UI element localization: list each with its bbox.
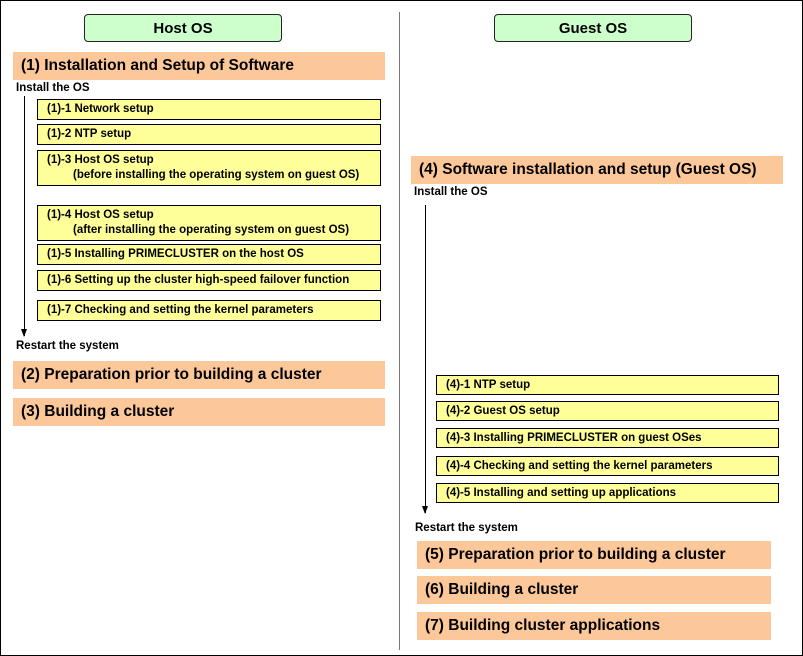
step-1-7-label: (1)-7 Checking and setting the kernel parameters [47,304,314,316]
step-1-7 [37,300,381,321]
step-4-4-label: (4)-4 Checking and setting the kernel parameters [446,459,713,472]
step-4-1-label: (4)-1 NTP setup [446,378,531,391]
step-1-6-label: (1)-6 Setting up the cluster high-speed failover function [47,274,350,286]
step-4-4 [436,456,779,476]
step-1-4 [37,205,381,241]
step-1-1 [37,99,381,120]
guest-os-header: Guest OS [494,14,692,42]
step-4-1 [436,375,779,395]
step-4-3-label: (4)-3 Installing PRIMECLUSTER on guest OSes [446,431,702,444]
step-4-5 [436,483,779,503]
guest-restart-label: Restart the system [415,522,518,534]
host-flow-arrow [24,96,25,336]
step-1-3-label: (1)-3 Host OS setup [47,154,154,166]
step-1-6 [37,270,381,291]
step-4-3 [436,428,779,448]
column-divider [399,12,400,650]
step-1-3 [37,150,381,186]
host-restart-label: Restart the system [16,340,119,352]
guest-install-os-label: Install the OS [414,186,488,198]
phase-2-preparation: (2) Preparation prior to building a cluster [13,361,385,389]
step-1-4-sublabel: (after installing the operating system on guest OS) [73,224,350,236]
phase-7-cluster-applications: (7) Building cluster applications [417,612,771,640]
step-1-2 [37,124,381,145]
step-4-2-label: (4)-2 Guest OS setup [446,404,560,417]
phase-6-building-cluster: (6) Building a cluster [417,576,771,604]
step-1-5-label: (1)-5 Installing PRIMECLUSTER on the host OS [47,248,304,260]
host-os-header: Host OS [84,14,282,42]
step-4-5-label: (4)-5 Installing and setting up applications [446,486,677,499]
step-1-3-sublabel: (before installing the operating system on guest OS) [73,169,360,181]
phase-4-guest-software: (4) Software installation and setup (Guest OS) [411,156,783,184]
host-install-os-label: Install the OS [16,82,90,94]
phase-5-preparation: (5) Preparation prior to building a cluster [417,541,771,569]
phase-1-installation-setup: (1) Installation and Setup of Software [13,52,385,80]
step-1-2-label: (1)-2 NTP setup [47,128,132,140]
phase-3-building-cluster: (3) Building a cluster [13,398,385,426]
guest-flow-arrow [425,205,426,513]
step-1-4-label: (1)-4 Host OS setup [47,209,154,221]
step-1-1-label: (1)-1 Network setup [47,103,154,115]
step-4-2 [436,401,779,421]
step-1-5 [37,244,381,265]
